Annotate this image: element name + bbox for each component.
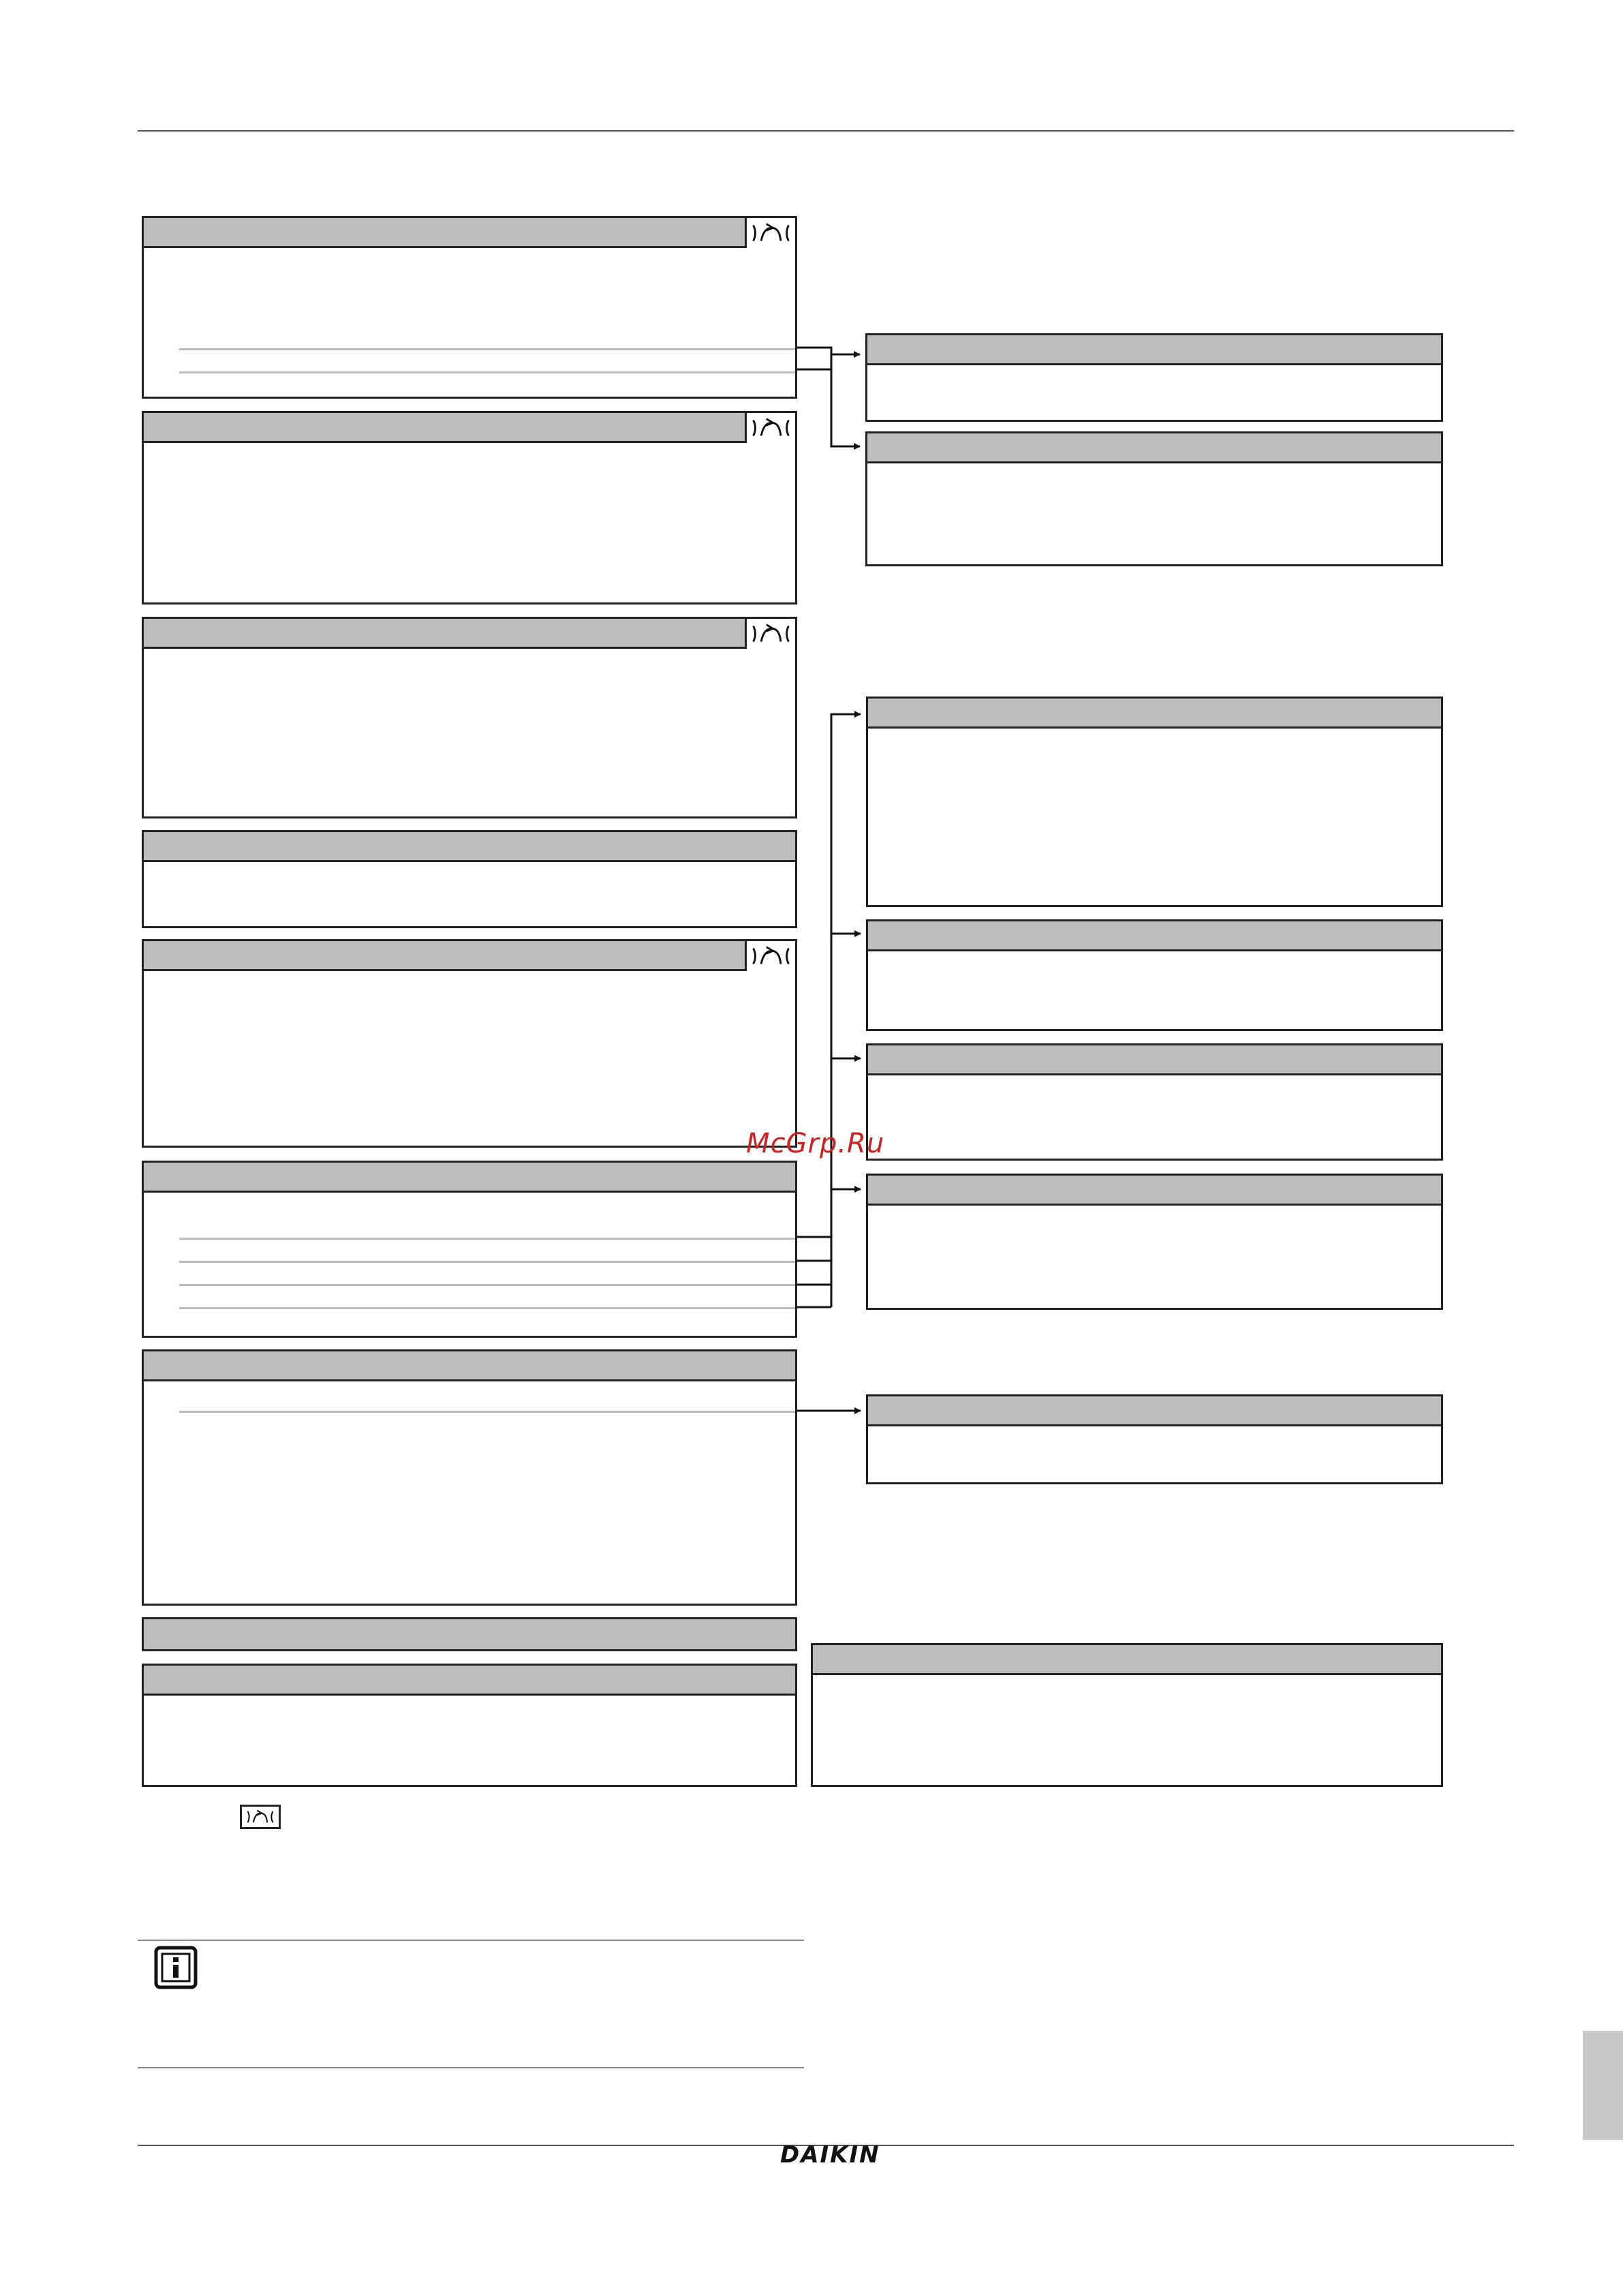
- screen-header: [868, 1176, 1441, 1206]
- screen-header: [868, 1396, 1441, 1426]
- submenu-screen-1: [865, 333, 1443, 422]
- menu-subitem-line: [179, 1238, 795, 1240]
- info-note-bottom-rule: [138, 2067, 804, 2068]
- menu-subitem-line: [179, 1411, 795, 1413]
- watermark: McGrp.Ru: [746, 1128, 885, 1159]
- screen-header: [144, 218, 795, 248]
- screen-header: [144, 941, 795, 971]
- brand-logo: DAIKIN: [780, 2141, 880, 2169]
- submenu-screen-7: [866, 1394, 1443, 1484]
- submenu-screen-5: [866, 1043, 1443, 1161]
- menu-screen-4: [142, 830, 797, 928]
- screen-header: [867, 335, 1441, 365]
- screen-header: [868, 1045, 1441, 1075]
- dial-selector-icon: [745, 218, 795, 248]
- menu-subitem-line: [179, 1261, 795, 1263]
- screen-header: [867, 433, 1441, 463]
- dial-selector-icon: [745, 619, 795, 649]
- menu-screen-8: [142, 1617, 797, 1651]
- submenu-screen-8: [811, 1643, 1443, 1787]
- submenu-screen-3: [866, 697, 1443, 907]
- submenu-screen-6: [866, 1174, 1443, 1310]
- screen-header: [144, 1351, 795, 1381]
- menu-subitem-line: [179, 371, 795, 373]
- menu-screen-3: [142, 617, 797, 818]
- screen-header: [144, 619, 795, 649]
- dial-selector-icon: [240, 1805, 281, 1829]
- menu-screen-6: [142, 1161, 797, 1338]
- menu-subitem-line: [179, 1284, 795, 1286]
- menu-screen-9: [142, 1664, 797, 1787]
- chapter-side-tab: [1583, 2031, 1623, 2140]
- screen-header: [868, 699, 1441, 729]
- screen-header: [144, 1163, 795, 1193]
- screen-header: [144, 832, 795, 862]
- submenu-screen-2: [865, 431, 1443, 566]
- menu-screen-1: [142, 216, 797, 399]
- menu-subitem-line: [179, 1307, 795, 1309]
- screen-header: [144, 413, 795, 443]
- menu-screen-2: [142, 411, 797, 604]
- menu-screen-5: [142, 939, 797, 1148]
- dial-selector-icon: [745, 941, 795, 971]
- screen-header: [144, 1619, 795, 1649]
- submenu-screen-4: [866, 919, 1443, 1031]
- info-note-top-rule: [138, 1940, 804, 1941]
- dial-selector-icon: [745, 413, 795, 443]
- screen-header: [144, 1666, 795, 1696]
- screen-header: [868, 921, 1441, 951]
- menu-subitem-line: [179, 348, 795, 350]
- screen-header: [813, 1645, 1441, 1675]
- menu-screen-7: [142, 1349, 797, 1606]
- info-icon: [154, 1946, 198, 1989]
